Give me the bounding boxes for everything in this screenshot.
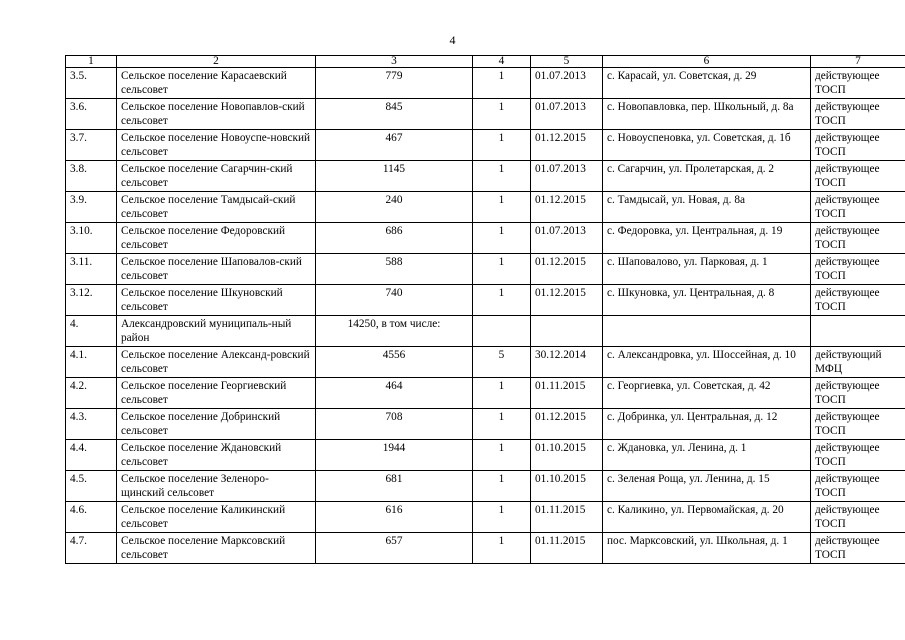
address-cell: с. Сагарчин, ул. Пролетарская, д. 2 xyxy=(603,161,811,192)
population-cell: 467 xyxy=(316,130,473,161)
row-number-cell: 4. xyxy=(66,316,117,347)
count-cell: 1 xyxy=(473,471,531,502)
date-cell: 01.12.2015 xyxy=(531,130,603,161)
count-cell: 1 xyxy=(473,161,531,192)
row-number-cell: 3.11. xyxy=(66,254,117,285)
row-number-cell: 3.8. xyxy=(66,161,117,192)
date-cell: 01.12.2015 xyxy=(531,254,603,285)
count-cell: 1 xyxy=(473,378,531,409)
row-number-cell: 3.9. xyxy=(66,192,117,223)
settlement-name-cell: Сельское поселение Добринский сельсовет xyxy=(117,409,316,440)
column-number: 4 xyxy=(473,56,531,68)
settlement-name-cell: Сельское поселение Шаповалов-ский сельсовет xyxy=(117,254,316,285)
count-cell: 1 xyxy=(473,533,531,564)
address-cell: с. Александровка, ул. Шоссейная, д. 10 xyxy=(603,347,811,378)
status-cell: действующее ТОСП xyxy=(811,192,905,223)
address-cell: с. Зеленая Роща, ул. Ленина, д. 15 xyxy=(603,471,811,502)
row-number-cell: 3.5. xyxy=(66,68,117,99)
status-cell: действующее ТОСП xyxy=(811,409,905,440)
address-cell: с. Каликино, ул. Первомайская, д. 20 xyxy=(603,502,811,533)
address-cell: пос. Марксовский, ул. Школьная, д. 1 xyxy=(603,533,811,564)
table-row xyxy=(66,409,905,440)
status-cell: действующее ТОСП xyxy=(811,99,905,130)
count-cell: 1 xyxy=(473,502,531,533)
status-cell: действующее ТОСП xyxy=(811,223,905,254)
count-cell: 1 xyxy=(473,409,531,440)
date-cell xyxy=(531,316,603,347)
address-cell: с. Тамдысай, ул. Новая, д. 8а xyxy=(603,192,811,223)
count-cell: 1 xyxy=(473,99,531,130)
table-row xyxy=(66,223,905,254)
table-row xyxy=(66,378,905,409)
table-row xyxy=(66,347,905,378)
settlement-name-cell: Сельское поселение Новоуспе-новский сельсовет xyxy=(117,130,316,161)
address-cell: с. Добринка, ул. Центральная, д. 12 xyxy=(603,409,811,440)
population-cell: 686 xyxy=(316,223,473,254)
status-cell: действующее ТОСП xyxy=(811,440,905,471)
column-number: 2 xyxy=(117,56,316,68)
settlement-name-cell: Сельское поселение Карасаевский сельсовет xyxy=(117,68,316,99)
date-cell: 01.10.2015 xyxy=(531,471,603,502)
table-row xyxy=(66,254,905,285)
page-number: 4 xyxy=(449,33,456,47)
count-cell: 1 xyxy=(473,68,531,99)
count-cell xyxy=(473,316,531,347)
population-cell: 845 xyxy=(316,99,473,130)
column-number-row xyxy=(66,56,905,68)
settlement-name-cell: Сельское поселение Александ-ровский сельсовет xyxy=(117,347,316,378)
date-cell: 01.07.2013 xyxy=(531,161,603,192)
population-cell: 681 xyxy=(316,471,473,502)
population-cell: 1145 xyxy=(316,161,473,192)
settlement-name-cell: Александровский муниципаль-ный район xyxy=(117,316,316,347)
settlement-name-cell: Сельское поселение Тамдысай-ский сельсовет xyxy=(117,192,316,223)
settlement-name-cell: Сельское поселение Георгиевский сельсовет xyxy=(117,378,316,409)
date-cell: 01.11.2015 xyxy=(531,533,603,564)
count-cell: 1 xyxy=(473,192,531,223)
date-cell: 01.11.2015 xyxy=(531,502,603,533)
date-cell: 30.12.2014 xyxy=(531,347,603,378)
status-cell: действующее ТОСП xyxy=(811,161,905,192)
settlement-name-cell: Сельское поселение Марксовский сельсовет xyxy=(117,533,316,564)
settlement-name-cell: Сельское поселение Каликинский сельсовет xyxy=(117,502,316,533)
date-cell: 01.12.2015 xyxy=(531,285,603,316)
row-number-cell: 4.2. xyxy=(66,378,117,409)
status-cell: действующее ТОСП xyxy=(811,471,905,502)
row-number-cell: 3.7. xyxy=(66,130,117,161)
address-cell: с. Карасай, ул. Советская, д. 29 xyxy=(603,68,811,99)
address-cell: с. Георгиевка, ул. Советская, д. 42 xyxy=(603,378,811,409)
status-cell: действующее ТОСП xyxy=(811,502,905,533)
population-cell: 657 xyxy=(316,533,473,564)
table-row xyxy=(66,192,905,223)
population-cell: 740 xyxy=(316,285,473,316)
population-cell: 616 xyxy=(316,502,473,533)
population-cell: 708 xyxy=(316,409,473,440)
settlement-name-cell: Сельское поселение Новопавлов-ский сельсовет xyxy=(117,99,316,130)
count-cell: 1 xyxy=(473,223,531,254)
table-row xyxy=(66,533,905,564)
table-row xyxy=(66,130,905,161)
count-cell: 1 xyxy=(473,254,531,285)
table-row xyxy=(66,316,905,347)
population-cell: 1944 xyxy=(316,440,473,471)
status-cell xyxy=(811,316,905,347)
column-number: 3 xyxy=(316,56,473,68)
row-number-cell: 4.3. xyxy=(66,409,117,440)
address-cell: с. Ждановка, ул. Ленина, д. 1 xyxy=(603,440,811,471)
population-cell: 4556 xyxy=(316,347,473,378)
count-cell: 1 xyxy=(473,285,531,316)
count-cell: 1 xyxy=(473,440,531,471)
table-row xyxy=(66,440,905,471)
status-cell: действующее ТОСП xyxy=(811,285,905,316)
row-number-cell: 4.4. xyxy=(66,440,117,471)
column-number: 7 xyxy=(811,56,905,68)
table-row xyxy=(66,161,905,192)
column-number: 6 xyxy=(603,56,811,68)
population-cell: 588 xyxy=(316,254,473,285)
row-number-cell: 4.6. xyxy=(66,502,117,533)
row-number-cell: 4.7. xyxy=(66,533,117,564)
count-cell: 1 xyxy=(473,130,531,161)
date-cell: 01.10.2015 xyxy=(531,440,603,471)
status-cell: действующее ТОСП xyxy=(811,533,905,564)
population-cell: 14250, в том числе: xyxy=(316,316,473,347)
status-cell: действующее ТОСП xyxy=(811,378,905,409)
status-cell: действующее ТОСП xyxy=(811,68,905,99)
table-row xyxy=(66,502,905,533)
column-number: 5 xyxy=(531,56,603,68)
table-row xyxy=(66,68,905,99)
row-number-cell: 3.10. xyxy=(66,223,117,254)
address-cell: с. Шкуновка, ул. Центральная, д. 8 xyxy=(603,285,811,316)
address-cell: с. Федоровка, ул. Центральная, д. 19 xyxy=(603,223,811,254)
row-number-cell: 3.6. xyxy=(66,99,117,130)
status-cell: действующий МФЦ xyxy=(811,347,905,378)
address-cell: с. Новоуспеновка, ул. Советская, д. 1б xyxy=(603,130,811,161)
address-cell: с. Шаповалово, ул. Парковая, д. 1 xyxy=(603,254,811,285)
row-number-cell: 4.5. xyxy=(66,471,117,502)
date-cell: 01.07.2013 xyxy=(531,223,603,254)
date-cell: 01.12.2015 xyxy=(531,192,603,223)
table-row xyxy=(66,99,905,130)
address-cell xyxy=(603,316,811,347)
status-cell: действующее ТОСП xyxy=(811,130,905,161)
settlement-name-cell: Сельское поселение Зеленоро-щинский сельсовет xyxy=(117,471,316,502)
status-cell: действующее ТОСП xyxy=(811,254,905,285)
table-row xyxy=(66,471,905,502)
settlements-table xyxy=(65,55,905,564)
row-number-cell: 4.1. xyxy=(66,347,117,378)
settlement-name-cell: Сельское поселение Шкуновский сельсовет xyxy=(117,285,316,316)
count-cell: 5 xyxy=(473,347,531,378)
row-number-cell: 3.12. xyxy=(66,285,117,316)
address-cell: с. Новопавловка, пер. Школьный, д. 8а xyxy=(603,99,811,130)
settlement-name-cell: Сельское поселение Ждановский сельсовет xyxy=(117,440,316,471)
date-cell: 01.07.2013 xyxy=(531,99,603,130)
column-number: 1 xyxy=(66,56,117,68)
population-cell: 464 xyxy=(316,378,473,409)
date-cell: 01.12.2015 xyxy=(531,409,603,440)
population-cell: 779 xyxy=(316,68,473,99)
population-cell: 240 xyxy=(316,192,473,223)
date-cell: 01.07.2013 xyxy=(531,68,603,99)
table-row xyxy=(66,285,905,316)
settlement-name-cell: Сельское поселение Сагарчин-ский сельсовет xyxy=(117,161,316,192)
settlement-name-cell: Сельское поселение Федоровский сельсовет xyxy=(117,223,316,254)
date-cell: 01.11.2015 xyxy=(531,378,603,409)
